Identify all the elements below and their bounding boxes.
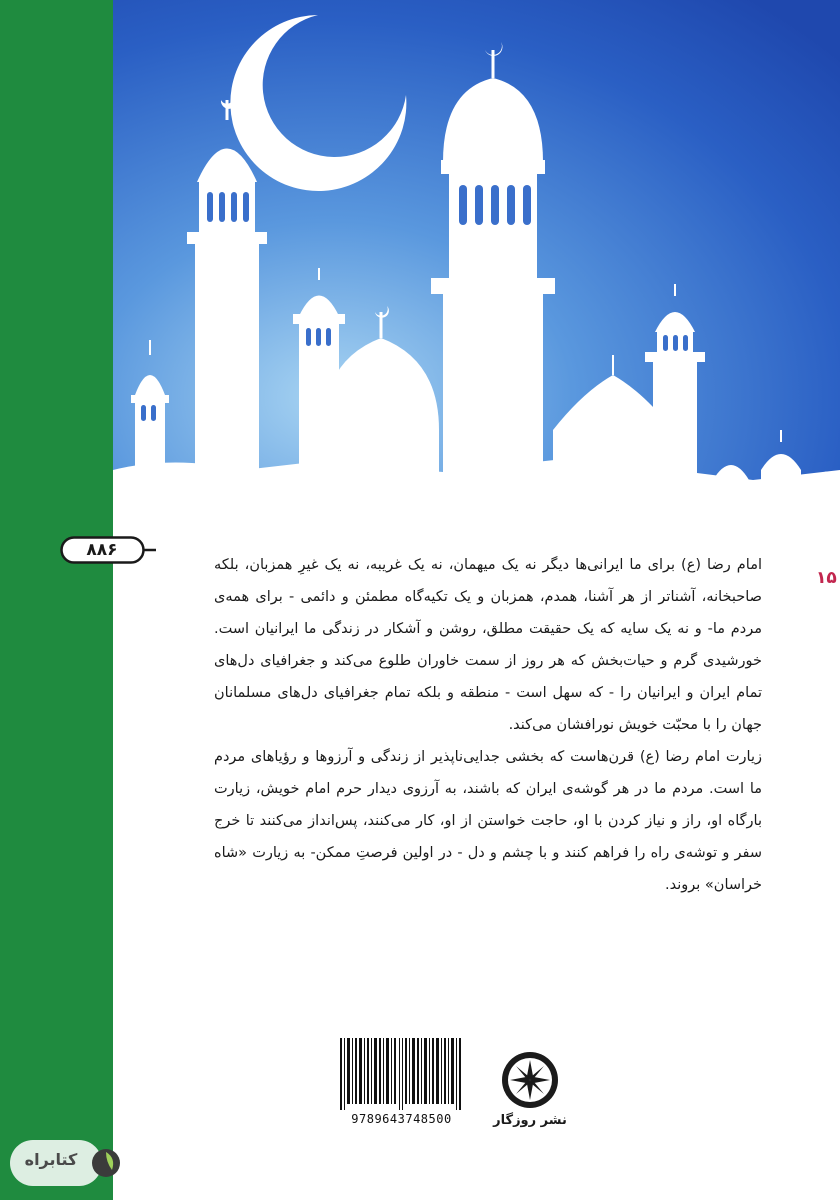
series-number: ۸۸۶	[86, 540, 118, 560]
mosque-silhouette-art	[113, 0, 840, 530]
blurb-paragraph-1: امام رضا (ع) برای ما ایرانی‌ها دیگر نه یک میهمان، نه یک غریبه، نه یک غیرِ همزبان، بلکه صاحبخانه، آشناتر از هر آشنا، همدم، همزبان و یک تکیه‌گاه مطمئن و دائمی - برای همه‌ی مردم ما- و نه یک سایه که یک حقیقت مطلق، روشن و آشکار در زندگی ما ایرانیان است. خورشیدی گرم و حیات‌بخش که هر روز از سمت خاوران طلوع می‌کند و جغرافیای دل‌های تمام ایران و ایرانیان را - که سهل است - منطقه و بلکه تمام جغرافیای دل‌های مسلمانان جهان را با محبّت خویش نورافشان می‌کند.	[214, 557, 762, 733]
series-number-badge	[60, 536, 156, 564]
green-spine-strip	[0, 0, 113, 1200]
back-cover-blurb	[214, 549, 762, 901]
publisher-name: نشر روزگار	[493, 1113, 567, 1128]
isbn-digits: 9789643748500	[351, 1112, 452, 1126]
mosque-sky-illustration	[113, 0, 840, 530]
publisher-logo	[500, 1050, 560, 1110]
side-mark-number: ۱۵	[816, 568, 837, 588]
blurb-paragraph-2: زیارت امام رضا (ع) قرن‌هاست که بخشی جدایی‌ناپذیر از زندگی و آرزوها و رؤیاهای مردم ما است. مردم ما در هر گوشه‌ی ایران که باشند، به آرزوی دیدار حرم امام خویش، زیارت بارگاه او، راز و نیاز کردن با او، حاجت خواستن از او، کار می‌کنند، پس‌انداز می‌کنند تا خرج سفر و توشه‌ی راه را فراهم کنند و با چشم و دل - در اولین فرصتِ ممکن- به زیارت «شاه خراسان» بروند.	[214, 749, 762, 893]
barcode-icon	[336, 1036, 467, 1110]
publisher-rosette-icon	[500, 1050, 560, 1110]
ketabrah-watermark-text: کتابراه	[24, 1150, 78, 1169]
isbn-barcode	[336, 1036, 467, 1128]
